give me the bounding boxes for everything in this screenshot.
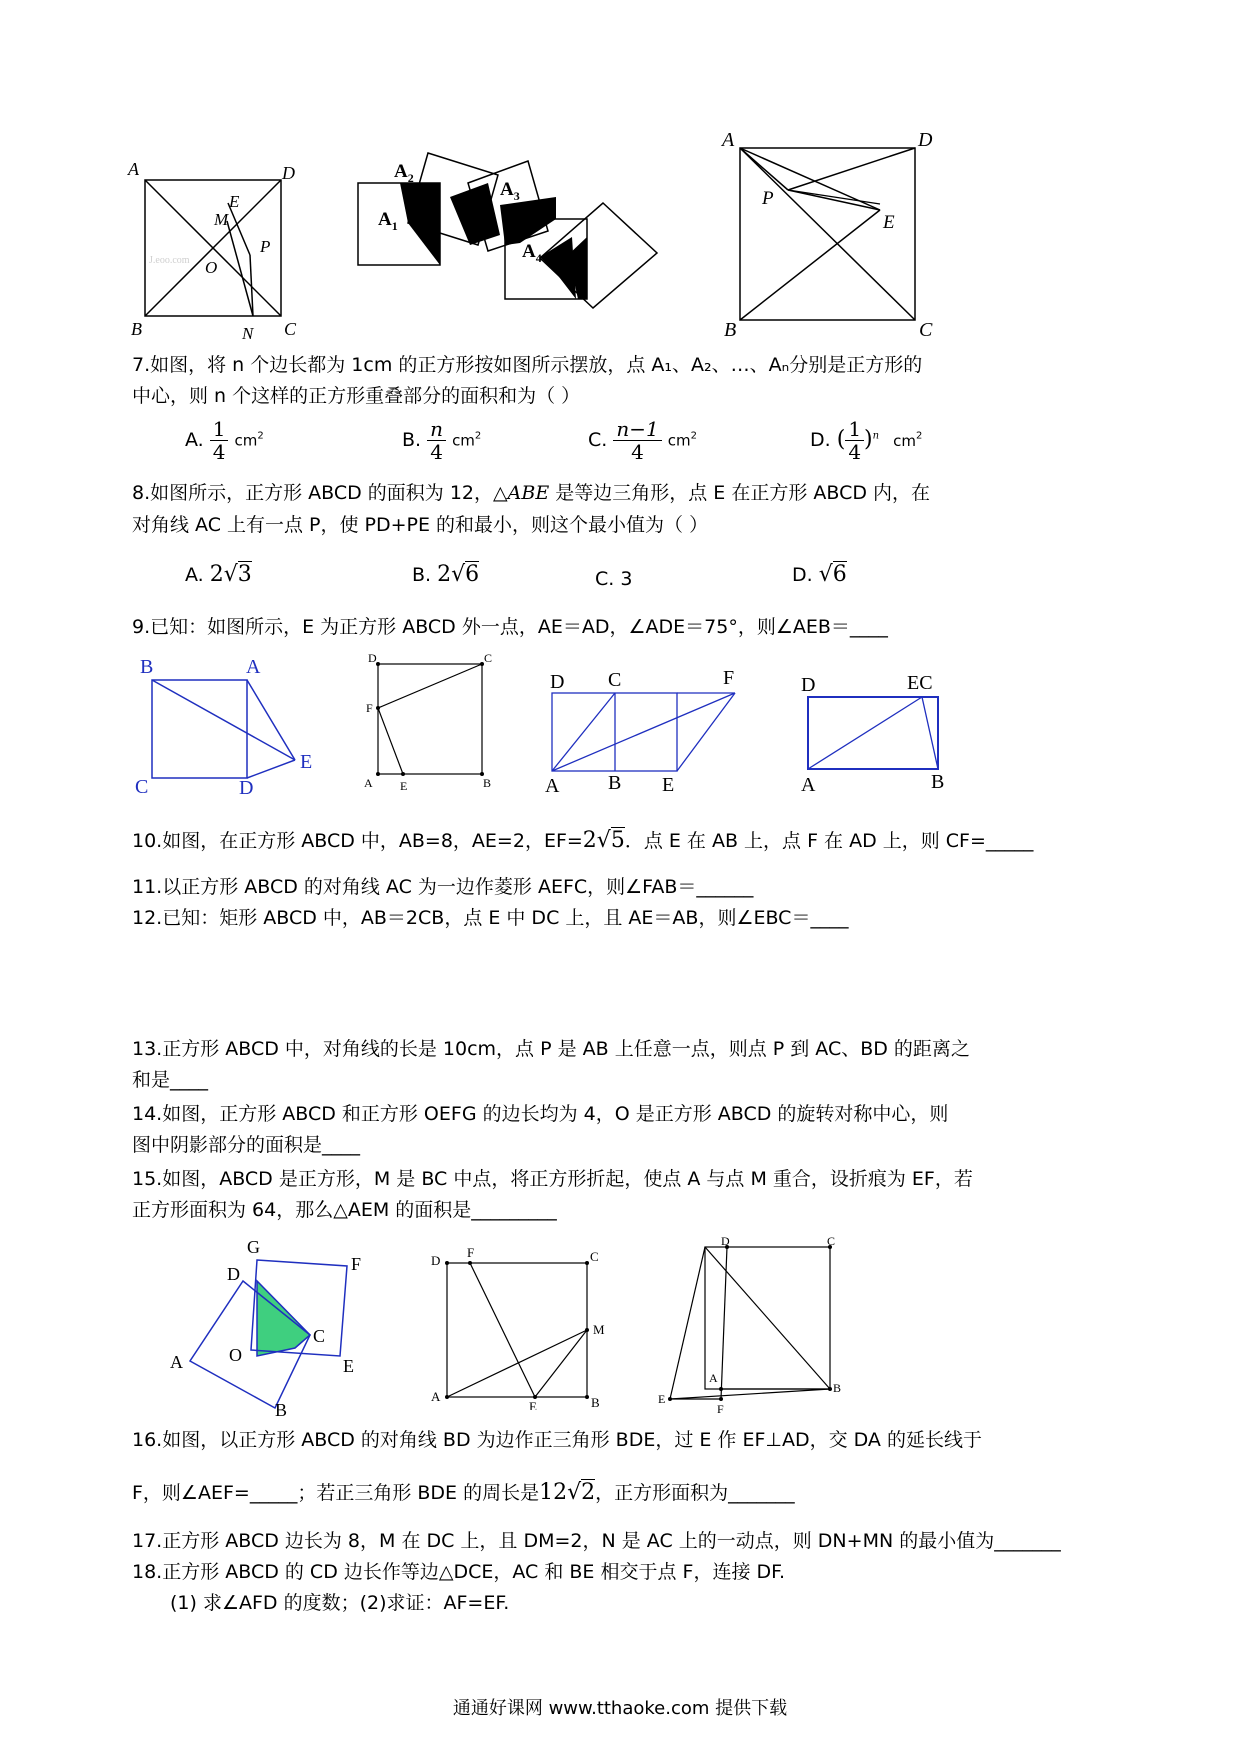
q7-option-d: D. ( $\frac{1}{4}$ )$^n$ $cm^2$: [810, 417, 923, 464]
label-E: E: [229, 192, 240, 211]
label-D: D: [431, 1253, 441, 1268]
figure-q11: [540, 665, 750, 795]
label-B: B: [608, 772, 622, 794]
label-A: A: [170, 1352, 183, 1372]
q16-line1: 16.如图，以正方形 ABCD 的对角线 BD 为边作正三角形 BDE，过 E 作 EF⊥AD，交 DA 的延长线于: [132, 1429, 982, 1451]
q18-line2: (1) 求∠AFD 的度数；(2)求证：AF=EF.: [170, 1592, 510, 1614]
label-A2: $A_2$: [394, 161, 414, 185]
label-D: D: [918, 129, 933, 151]
label-O: O: [205, 258, 218, 277]
label-B: B: [833, 1381, 842, 1395]
q8-option-b: B. 2√6: [412, 562, 480, 587]
figure-q14: [165, 1238, 375, 1418]
label-A: A: [431, 1389, 441, 1404]
q10-text: 10.如图，在正方形 ABCD 中，AB=8，AE=2，EF=2√5．点 E 在 AB 上，点 F 在 AD 上，则 CF=_____: [132, 828, 1034, 853]
label-P: P: [762, 188, 774, 209]
label-F: F: [717, 1402, 724, 1415]
q15-line1: 15.如图，ABCD 是正方形，M 是 BC 中点，将正方形折起，使点 A 与点 M 重合，设折痕为 EF，若: [132, 1168, 973, 1190]
q18-line1: 18.正方形 ABCD 的 CD 边长作等边△DCE，AC 和 BE 相交于点 F，连接 DF.: [132, 1561, 786, 1583]
label-EC: EC: [907, 672, 933, 694]
label-D: D: [721, 1235, 730, 1248]
label-A: A: [709, 1371, 718, 1385]
label-D: D: [550, 671, 565, 693]
label-A: A: [722, 129, 735, 151]
label-F: F: [467, 1245, 475, 1260]
label-A3: $A_3$: [500, 179, 520, 203]
figure-q10: [360, 652, 500, 797]
shaded-region: [257, 1281, 310, 1356]
footer-credit: 通通好课网 www.tthaoke.com 提供下载: [452, 1698, 788, 1719]
q15-line2: 正方形面积为 64，那么△AEM 的面积是_________: [132, 1199, 557, 1221]
label-A: A: [545, 775, 560, 795]
q13-line2: 和是____: [132, 1069, 209, 1091]
q8-option-c: C. 3: [595, 568, 633, 590]
label-B: B: [931, 771, 945, 793]
q7-option-c: C. $\frac{n-1}{4}$ $cm^2$: [588, 417, 698, 464]
q9-text: 9.已知：如图所示，E 为正方形 ABCD 外一点，AE＝AD，∠ADE＝75°，则∠AEB＝____: [132, 616, 888, 638]
label-E: E: [658, 1392, 666, 1406]
watermark: J.eoo.com: [149, 255, 190, 266]
label-A: A: [246, 656, 261, 678]
label-F: F: [723, 667, 735, 689]
q13-line1: 13.正方形 ABCD 中，对角线的长是 10cm，点 P 是 AB 上任意一点，则点 P 到 AC、BD 的距离之: [132, 1038, 970, 1060]
label-B: B: [724, 319, 737, 338]
label-F: F: [366, 701, 373, 715]
label-E: E: [883, 212, 895, 233]
figure-overlapping-squares: [350, 145, 670, 340]
label-A: A: [128, 159, 139, 179]
q8-line1: 8.如图所示，正方形 ABCD 的面积为 12，△ABE 是等边三角形，点 E 在正方形 ABCD 内，在: [132, 482, 931, 504]
label-A1: $A_1$: [378, 209, 398, 233]
q7-line1: 7.如图，将 n 个边长都为 1cm 的正方形按如图所示摆放，点 A₁、A₂、…、Aₙ分别是正方形的: [132, 354, 923, 376]
label-A: A: [364, 776, 373, 790]
q11-text: 11.以正方形 ABCD 的对角线 AC 为一边作菱形 AEFC，则∠FAB＝______: [132, 876, 754, 898]
figure-square-point-P: [720, 128, 950, 338]
label-C: C: [313, 1326, 326, 1346]
q8-option-d: D. √6: [792, 562, 847, 587]
label-B: B: [131, 319, 142, 339]
label-D: D: [368, 652, 377, 665]
label-E: E: [343, 1356, 354, 1376]
label-O: O: [229, 1345, 242, 1365]
label-A: A: [801, 774, 816, 795]
label-B: B: [591, 1395, 600, 1410]
label-N: N: [242, 324, 254, 340]
figure-q9: [135, 655, 325, 795]
label-C: C: [484, 652, 493, 665]
label-C: C: [284, 319, 297, 339]
q14-line2: 图中阴影部分的面积是____: [132, 1134, 361, 1156]
label-C: C: [135, 776, 149, 795]
label-E: E: [300, 751, 313, 773]
figure-square-diagonals: [125, 155, 305, 340]
label-E: E: [400, 779, 408, 793]
figure-q15: [425, 1245, 615, 1410]
figure-q12: [795, 665, 965, 795]
label-C: C: [919, 319, 933, 338]
q8-option-a: A. 2√3: [185, 562, 252, 587]
label-G: G: [247, 1238, 260, 1257]
label-E: E: [662, 774, 675, 795]
label-A4: $A_4$: [522, 241, 542, 265]
q7-option-b: B. $\frac{n}{4}$ $cm^2$: [402, 417, 482, 464]
q12-text: 12.已知：矩形 ABCD 中，AB＝2CB，点 E 中 DC 上，且 AE＝AB，则∠EBC＝____: [132, 907, 849, 929]
label-C: C: [590, 1249, 599, 1264]
q8-line2: 对角线 AC 上有一点 P，使 PD+PE 的和最小，则这个最小值为（ ）: [132, 514, 709, 536]
q17-text: 17.正方形 ABCD 边长为 8，M 在 DC 上，且 DM=2，N 是 AC 上的一动点，则 DN+MN 的最小值为_______: [132, 1530, 1061, 1552]
label-P: P: [260, 237, 271, 256]
figure-q16: [655, 1235, 855, 1415]
q7-line2: 中心，则 n 个这样的正方形重叠部分的面积和为（ ）: [132, 385, 581, 407]
label-B: B: [275, 1400, 288, 1418]
label-C: C: [608, 669, 622, 691]
label-D: D: [227, 1264, 240, 1284]
label-M: M: [593, 1322, 605, 1337]
label-E: E: [529, 1399, 537, 1410]
label-C: C: [827, 1235, 836, 1248]
q16-line2: F，则∠AEF=_____；若正三角形 BDE 的周长是12√2，正方形面积为_______: [132, 1480, 795, 1505]
label-B: B: [140, 656, 154, 678]
q7-option-a: A. $\frac{1}{4}$ $cm^2$: [185, 417, 264, 464]
label-M: M: [214, 210, 229, 229]
label-D: D: [239, 777, 254, 795]
label-F: F: [351, 1254, 362, 1274]
label-D: D: [282, 163, 295, 183]
q14-line1: 14.如图，正方形 ABCD 和正方形 OEFG 的边长均为 4，O 是正方形 ABCD 的旋转对称中心，则: [132, 1103, 949, 1125]
label-B: B: [483, 776, 492, 790]
label-D: D: [801, 674, 816, 696]
